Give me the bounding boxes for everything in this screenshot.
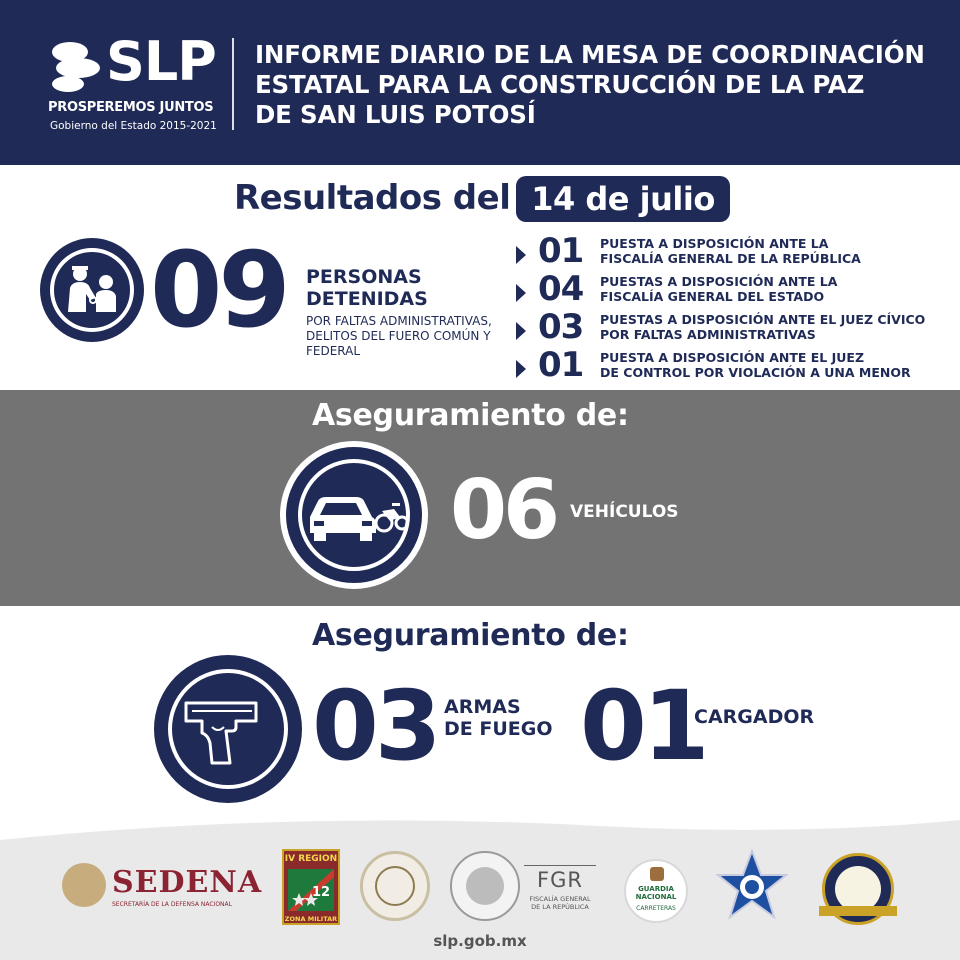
disposition-text [600, 350, 911, 380]
sedena-subtitle: SECRETARÍA DE LA DEFENSA NACIONAL [112, 901, 232, 908]
vehicles-icon [280, 441, 428, 589]
handgun-icon [154, 655, 302, 803]
disposition-text-line: FISCALÍA GENERAL DEL ESTADO [600, 289, 825, 304]
disposition-text [600, 236, 861, 266]
fiscalia-estado-seal-icon [822, 853, 894, 925]
disposition-text-line: PUESTAS A DISPOSICIÓN ANTE EL JUEZ CÍVICO [600, 312, 926, 327]
gn-name-line: GUARDIA [638, 885, 674, 893]
arrow-right-icon [516, 284, 526, 302]
firearms-count: 03 [312, 670, 438, 782]
dispositions-list [514, 231, 954, 388]
handgun-glyph-icon [182, 699, 262, 771]
vehicles-label: VEHÍCULOS [570, 502, 679, 522]
date-badge: 14 de julio [516, 176, 730, 222]
guardia-nacional-carreteras-logo [624, 859, 688, 923]
detained-label-line: PERSONAS [306, 266, 422, 288]
sedena-name: SEDENA [112, 865, 263, 900]
disposition-text-line: PUESTA A DISPOSICIÓN ANTE LA [600, 236, 829, 251]
slp-logo [48, 30, 218, 136]
seal-ribbon [819, 906, 897, 916]
detained-subtitle: POR FALTAS ADMINISTRATIVAS, DELITOS DEL FUERO COMÚN Y FEDERAL [306, 314, 492, 358]
mexico-eagle-icon [466, 867, 504, 905]
sedena-logo [62, 863, 262, 913]
report-title [255, 40, 945, 130]
disposition-count: 04 [538, 269, 584, 309]
vehicles-heading: Aseguramiento de: [312, 398, 629, 433]
disposition-text [600, 312, 925, 342]
military-zone-number: 12 [312, 885, 331, 900]
weapons-heading: Aseguramiento de: [312, 618, 629, 653]
guardia-nacional-seal-icon [360, 851, 430, 921]
report-title-line: DE SAN LUIS POTOSÍ [255, 100, 536, 129]
fgr-subtitle: DE LA REPÚBLICA [531, 903, 589, 911]
disposition-text-line: FISCALÍA GENERAL DE LA REPÚBLICA [600, 251, 861, 266]
gn-division: CARRETERAS [636, 905, 676, 912]
guardia-nacional-emblem-icon [650, 867, 664, 881]
slp-logo-mark-icon [48, 36, 108, 96]
disposition-count: 03 [538, 307, 584, 347]
fgr-logo [524, 865, 604, 915]
logo-slogan: PROSPEREMOS JUNTOS [48, 100, 214, 115]
firearms-label-line: ARMAS [444, 696, 521, 718]
disposition-text-line: PUESTA A DISPOSICIÓN ANTE EL JUEZ [600, 350, 865, 365]
fgr-divider [524, 865, 596, 866]
magazine-label: CARGADOR [694, 706, 815, 728]
arrow-right-icon [516, 360, 526, 378]
firearms-label [444, 696, 553, 740]
disposition-text-line: POR FALTAS ADMINISTRATIVAS [600, 327, 816, 342]
report-title-line: INFORME DIARIO DE LA MESA DE COORDINACIÓN [255, 40, 925, 69]
military-region-label: IV REGION [284, 854, 338, 864]
disposition-text-line: DE CONTROL POR VIOLACIÓN A UNA MENOR [600, 365, 911, 380]
military-zone-logo [282, 849, 340, 925]
magazine-count: 01 [580, 670, 706, 782]
detained-label [306, 266, 428, 310]
detained-label-line: DETENIDAS [306, 288, 428, 310]
arrow-right-icon [516, 246, 526, 264]
military-zone-label: ZONA MILITAR [284, 915, 338, 923]
header-divider [232, 38, 234, 130]
firearms-label-line: DE FUEGO [444, 718, 553, 740]
gn-name [626, 885, 686, 901]
fgr-name: FGR [537, 868, 583, 892]
fgr-subtitle: FISCALÍA GENERAL [529, 895, 591, 903]
detained-persons-icon [40, 238, 144, 342]
detained-persons-glyph-icon [62, 262, 122, 318]
disposition-count: 01 [538, 231, 584, 271]
guardia-nacional-eagle-icon [375, 866, 415, 906]
gn-name-line: NACIONAL [635, 893, 677, 901]
disposition-text-line: PUESTAS A DISPOSICIÓN ANTE LA [600, 274, 838, 289]
logo-text: SLP [106, 30, 216, 93]
disposition-count: 01 [538, 345, 584, 385]
police-star-badge-icon [714, 849, 790, 925]
partner-logos [0, 845, 960, 925]
disposition-item [514, 345, 954, 388]
disposition-text [600, 274, 837, 304]
website-url[interactable]: slp.gob.mx [433, 932, 527, 950]
header-banner [0, 0, 960, 165]
report-title-line: ESTATAL PARA LA CONSTRUCCIÓN DE LA PAZ [255, 70, 865, 99]
sedena-seal-icon [62, 863, 106, 907]
vehicles-count: 06 [450, 463, 557, 558]
arrow-right-icon [516, 322, 526, 340]
car-motorcycle-glyph-icon [304, 487, 408, 543]
mexico-coat-of-arms-icon [450, 851, 520, 921]
logo-government: Gobierno del Estado 2015-2021 [50, 120, 217, 132]
detained-count: 09 [150, 229, 287, 351]
results-heading: Resultados del [234, 178, 511, 218]
